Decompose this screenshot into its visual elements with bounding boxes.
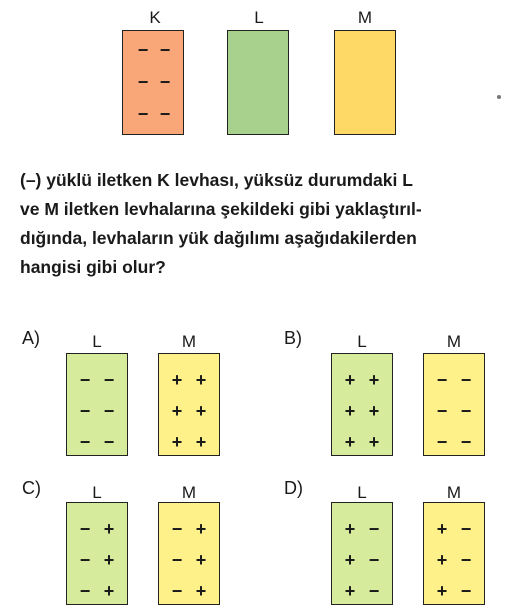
- plus-charge-sign: +: [103, 550, 115, 570]
- minus-charge-sign: −: [460, 370, 472, 390]
- plate-k: [122, 30, 184, 135]
- plus-charge-sign: +: [171, 432, 183, 452]
- option-a-letter[interactable]: A): [22, 328, 40, 348]
- option-plate-m: [423, 502, 485, 605]
- minus-charge-sign: −: [79, 581, 91, 601]
- minus-charge-sign: −: [460, 581, 472, 601]
- plate-k-label: K: [149, 8, 161, 27]
- minus-charge-sign: −: [79, 519, 91, 539]
- charge-sign: −: [159, 72, 171, 92]
- question-line: ve M iletken levhalarına şekildeki gibi yaklaştırıl-: [20, 199, 422, 219]
- minus-charge-sign: −: [79, 550, 91, 570]
- charge-sign: −: [159, 104, 171, 124]
- question-text: [20, 166, 500, 282]
- question-line: (–) yüklü iletken K levhası, yüksüz durumdaki L: [20, 170, 413, 190]
- question-line: hangisi gibi olur?: [20, 257, 166, 277]
- option-l-label: L: [92, 332, 102, 351]
- minus-charge-sign: −: [368, 519, 380, 539]
- plate-l: [227, 30, 289, 135]
- question-line: dığında, levhaların yük dağılımı aşağıdakilerden: [20, 228, 417, 248]
- plus-charge-sign: +: [195, 432, 207, 452]
- option-plate-l: [331, 353, 393, 456]
- plus-charge-sign: +: [344, 370, 356, 390]
- option-m-label: M: [446, 483, 462, 502]
- plate-m: [334, 30, 396, 135]
- plus-charge-sign: +: [344, 581, 356, 601]
- option-b-letter[interactable]: B): [284, 328, 302, 348]
- minus-charge-sign: −: [436, 401, 448, 421]
- minus-charge-sign: −: [171, 581, 183, 601]
- plus-charge-sign: +: [344, 519, 356, 539]
- option-m-label: M: [181, 332, 197, 351]
- option-plate-l: [66, 502, 128, 605]
- minus-charge-sign: −: [460, 401, 472, 421]
- minus-charge-sign: −: [103, 432, 115, 452]
- plus-charge-sign: +: [103, 519, 115, 539]
- option-c-letter[interactable]: C): [22, 478, 41, 498]
- plus-charge-sign: +: [368, 401, 380, 421]
- option-plate-l: [66, 353, 128, 456]
- minus-charge-sign: −: [368, 581, 380, 601]
- minus-charge-sign: −: [79, 432, 91, 452]
- option-d-letter[interactable]: D): [284, 478, 303, 498]
- minus-charge-sign: −: [103, 370, 115, 390]
- plus-charge-sign: +: [344, 550, 356, 570]
- plus-charge-sign: +: [344, 432, 356, 452]
- plus-charge-sign: +: [436, 581, 448, 601]
- plus-charge-sign: +: [195, 519, 207, 539]
- plus-charge-sign: +: [195, 401, 207, 421]
- charge-sign: −: [137, 40, 149, 60]
- plus-charge-sign: +: [171, 370, 183, 390]
- minus-charge-sign: −: [103, 401, 115, 421]
- minus-charge-sign: −: [171, 550, 183, 570]
- charge-sign: −: [159, 40, 171, 60]
- plus-charge-sign: +: [195, 581, 207, 601]
- option-m-label: M: [181, 483, 197, 502]
- minus-charge-sign: −: [171, 519, 183, 539]
- plus-charge-sign: +: [195, 370, 207, 390]
- charge-sign: −: [137, 104, 149, 124]
- minus-charge-sign: −: [79, 370, 91, 390]
- plate-m-label: M: [357, 8, 373, 27]
- option-plate-m: [158, 502, 220, 605]
- plus-charge-sign: +: [436, 519, 448, 539]
- minus-charge-sign: −: [460, 519, 472, 539]
- minus-charge-sign: −: [460, 432, 472, 452]
- option-m-label: M: [446, 332, 462, 351]
- plus-charge-sign: +: [195, 550, 207, 570]
- option-l-label: L: [357, 332, 367, 351]
- option-plate-l: [331, 502, 393, 605]
- plus-charge-sign: +: [344, 401, 356, 421]
- plus-charge-sign: +: [171, 401, 183, 421]
- plate-l-label: L: [254, 8, 264, 27]
- minus-charge-sign: −: [436, 432, 448, 452]
- option-l-label: L: [92, 483, 102, 502]
- plus-charge-sign: +: [368, 432, 380, 452]
- option-plate-m: [423, 353, 485, 456]
- plus-charge-sign: +: [436, 550, 448, 570]
- minus-charge-sign: −: [460, 550, 472, 570]
- plus-charge-sign: +: [368, 370, 380, 390]
- option-plate-m: [158, 353, 220, 456]
- minus-charge-sign: −: [79, 401, 91, 421]
- minus-charge-sign: −: [368, 550, 380, 570]
- stray-dot: [497, 95, 501, 99]
- charge-sign: −: [137, 72, 149, 92]
- plus-charge-sign: +: [103, 581, 115, 601]
- minus-charge-sign: −: [436, 370, 448, 390]
- option-l-label: L: [357, 483, 367, 502]
